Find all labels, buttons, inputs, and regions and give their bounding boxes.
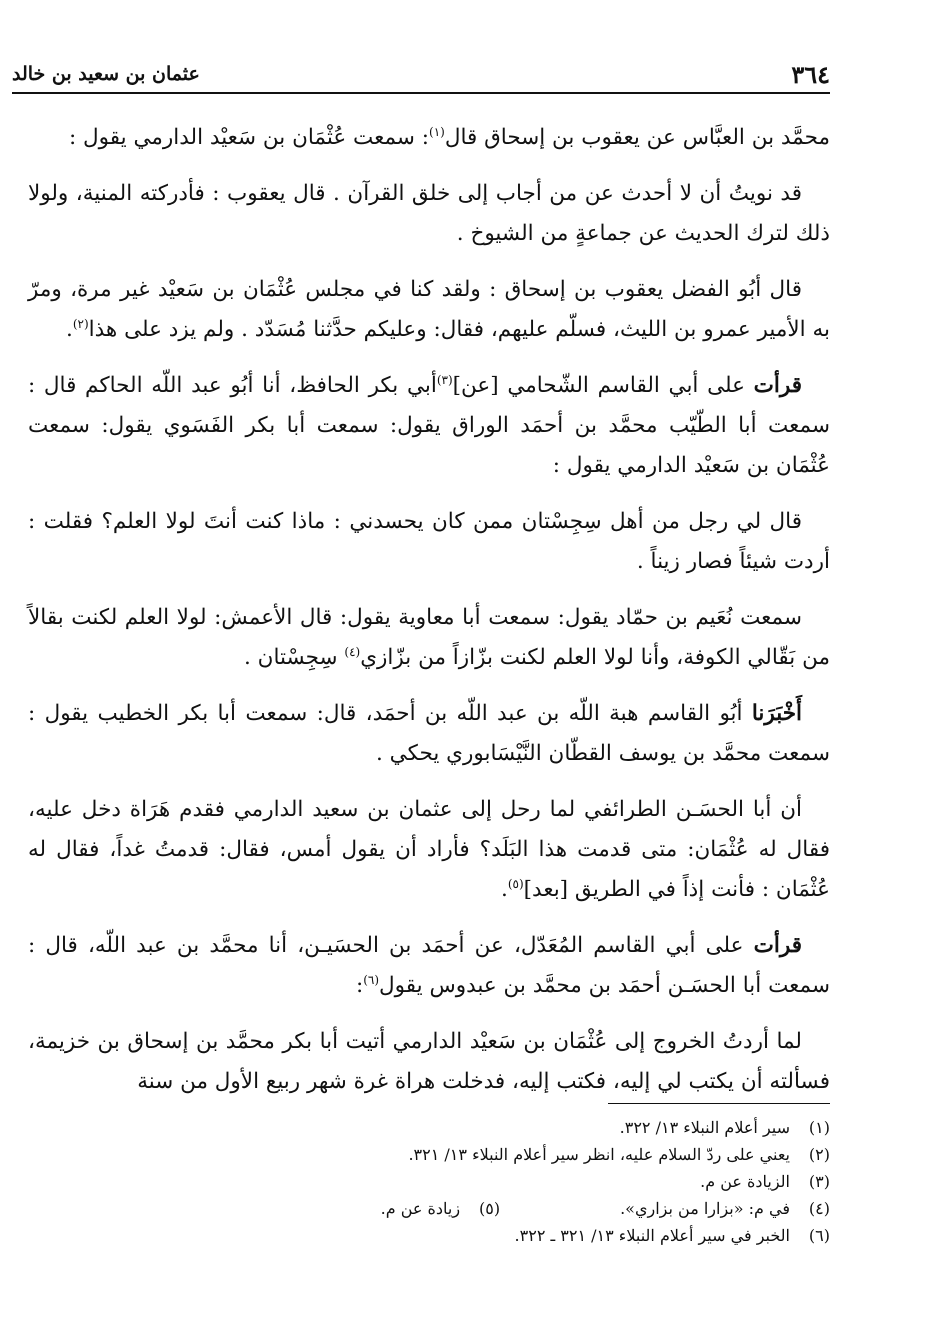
footnote-ref-6: (٦): [363, 972, 380, 987]
footnote-number: (٢): [808, 1145, 830, 1164]
paragraph-5: قال لي رجل من أهل سِجِسْتان ممن كان يحسدني : ماذا كنت أنتَ لولا العلم؟ فقلت : أردت شيئاً فصار زيناً .: [28, 509, 830, 574]
footnote-ref-5: (٥): [507, 876, 524, 891]
paragraph-9: قرأت على أبي القاسم المُعَدّل، عن أحمَد بن الحسَيـن، أنا محمَّد بن عبد اللّه، قال : سمعت أبا الحسَـن أحمَد بن محمَّد بن عبدوس يقول$^{(٦)}$:: [28, 933, 830, 998]
footnotes: [28, 1114, 830, 1249]
page-number: ٣٦٤: [791, 59, 830, 89]
footnote-6: [28, 1222, 830, 1249]
page-header: [12, 56, 830, 94]
footnote-text: زيادة عن م.: [380, 1199, 461, 1218]
footnote-number: (٦): [808, 1226, 830, 1245]
paragraph-7: أَخْبَرَنا أبُو القاسم هبة اللّه بن عبد اللّه بن أحمَد، قال: سمعت أبا بكر الخطيب يقول : سمعت محمَّد بن يوسف القطّان النَّيْسَابوري يحكي .: [28, 701, 830, 766]
footnote-text: سير أعلام النبلاء ١٣/ ٣٢٢.: [619, 1118, 790, 1137]
footnote-text: الخبر في سير أعلام النبلاء ١٣/ ٣٢١ ـ ٣٢٢.: [514, 1226, 790, 1245]
footnote-1: [28, 1114, 830, 1141]
paragraph-6: سمعت نُعَيم بن حمّاد يقول: سمعت أبا معاوية يقول: قال الأعمش: لولا العلم لكنت بقالاً من بَقّالي الكوفة، وأنا لولا العلم لكنت بزّازاً من بزّازي$^{(٤)}$ سِجِسْتان .: [28, 605, 830, 670]
lead-word: قرأت: [753, 373, 802, 398]
footnote-number: (٣): [808, 1172, 830, 1191]
footnote-number: (١): [808, 1118, 830, 1137]
footnote-text: يعني على ردّ السلام عليه، انظر سير أعلام النبلاء ١٣/ ٣٢١.: [408, 1145, 790, 1164]
footnote-text: في م: «بزارا من بزاري».: [620, 1199, 790, 1218]
lead-word: قرأت: [753, 933, 802, 958]
lead-word: أَخْبَرَنا: [751, 701, 802, 726]
paragraph-8: أن أبا الحسَـن الطرائفي لما رحل إلى عثمان بن سعيد الدارمي فقدم هَرَاة دخل عليه، فقال له عُثْمَان: متى قدمت هذا البَلَد؟ فأراد أن يقول أمس، فقال: قدمتُ غداً، فقال له عُثْمَان : فأنت إذاً في الطريق [بعد]$^{(٥)}$.: [28, 797, 830, 902]
footnote-4: [28, 1195, 830, 1222]
paragraph-1: محمَّد بن العبَّاس عن يعقوب بن إسحاق قال$^{(١)}$: سمعت عُثْمَان بن سَعيْد الدارمي يقول :: [68, 124, 830, 150]
footnote-text: الزيادة عن م.: [700, 1172, 790, 1191]
footnote-number: (٥): [478, 1199, 501, 1218]
paragraph-10: لما أردتُ الخروج إلى عُثْمَان بن سَعيْد الدارمي أتيت أبا بكر محمَّد بن إسحاق بن خزيمة، فسألته أن يكتب لي إليه، فكتب إليه، فدخلت هراة غرة شهر ربيع الأول من سنة: [28, 1029, 830, 1094]
footnote-ref-3: (٣): [436, 372, 453, 387]
footnote-3: [28, 1168, 830, 1195]
footnote-ref-2: (٢): [72, 316, 89, 331]
footnote-separator: [608, 1103, 830, 1104]
footnote-ref-1: (١): [429, 124, 445, 139]
main-text: [28, 118, 830, 1118]
running-title: عثمان بن سعيد بن خالد: [12, 63, 200, 85]
footnote-2: [28, 1141, 830, 1168]
paragraph-2: قد نويتُ أن لا أحدث عن من أجاب إلى خلق القرآن . قال يعقوب : فأدركته المنية، ولولا ذلك لترك الحديث عن جماعةٍ من الشيوخ .: [28, 181, 830, 246]
footnote-ref-4: (٤): [344, 644, 361, 659]
paragraph-3: قال أبُو الفضل يعقوب بن إسحاق : ولقد كنا في مجلس عُثْمَان بن سَعيْد غير مرة، ومرّ به الأمير عمرو بن الليث، فسلّم عليهم، فقال: وعليكم حدَّثنا مُسَدّد . ولم يزد على هذا$^{(٢)}$.: [28, 277, 830, 342]
paragraph-4: قرأت على أبي القاسم الشّحامي [عن]$^{(٣)}$أبي بكر الحافظ، أنا أبُو عبد اللّه الحاكم قال : سمعت أبا الطّيّب محمَّد بن أحمَد الوراق يقول: سمعت أبا بكر الفَسَوي يقول: سمعت عُثْمَان بن سَعيْد الدارمي يقول :: [28, 372, 830, 478]
footnote-number: (٤): [808, 1199, 830, 1218]
